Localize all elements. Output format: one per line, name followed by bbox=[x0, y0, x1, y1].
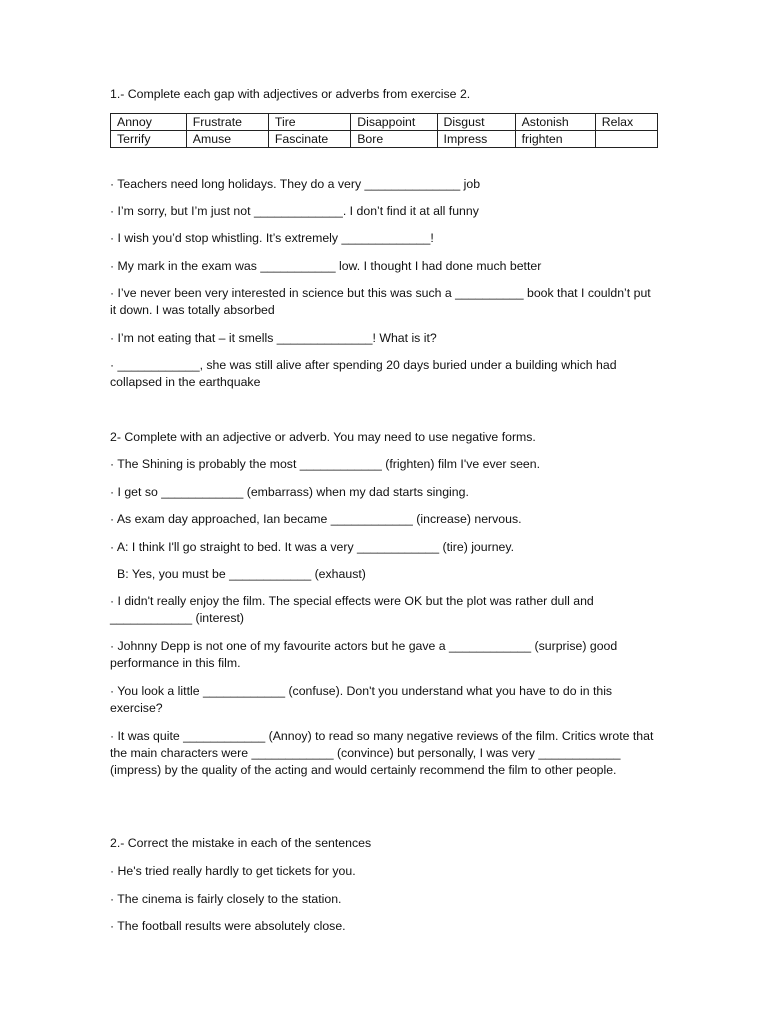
exercise-1-sentence: · Teachers need long holidays. They do a very ______________ job bbox=[110, 177, 481, 191]
exercise-2-sentence: · The Shining is probably the most ____________ (frighten) film I've ever seen. bbox=[110, 457, 541, 471]
table-cell: frighten bbox=[515, 131, 595, 148]
table-cell: Astonish bbox=[515, 114, 595, 131]
exercise-2-sentence: · It was quite ____________ (Annoy) to read so many negative reviews of the film. Critics wrote that the main characters were ____________ (convince) but personally, I was very ____________ (impress) by the quality of the acting and would certainly recommend the film to other people. bbox=[110, 729, 654, 777]
table-cell: Frustrate bbox=[186, 114, 268, 131]
section-2-heading: 2- Complete with an adjective or adverb. You may need to use negative forms. bbox=[110, 430, 536, 444]
exercise-2-sentence: · A: I think I'll go straight to bed. It was a very ____________ (tire) journey. bbox=[110, 540, 515, 554]
exercise-3-sentence: · He's tried really hardly to get tickets for you. bbox=[110, 864, 356, 878]
section-1-heading: 1.- Complete each gap with adjectives or adverbs from exercise 2. bbox=[110, 87, 471, 101]
table-row bbox=[111, 114, 658, 131]
table-cell: Terrify bbox=[111, 131, 187, 148]
table-cell: Disappoint bbox=[351, 114, 437, 131]
exercise-1-sentence: · ____________, she was still alive after spending 20 days buried under a building which had collapsed in the earthquake bbox=[110, 358, 617, 389]
section-3-heading: 2.- Correct the mistake in each of the sentences bbox=[110, 836, 372, 850]
table-cell: Amuse bbox=[186, 131, 268, 148]
exercise-2-sentence: · I didn't really enjoy the film. The special effects were OK but the plot was rather dull and ____________ (interest) bbox=[110, 594, 594, 625]
exercise-1-sentence: · I’m not eating that – it smells ______________! What is it? bbox=[110, 331, 437, 345]
exercise-1-sentence: · I wish you’d stop whistling. It’s extremely _____________! bbox=[110, 231, 434, 245]
exercise-3-sentence: · The football results were absolutely close. bbox=[110, 919, 346, 933]
exercise-1-sentence: · I’ve never been very interested in science but this was such a __________ book that I couldn’t put it down. I was totally absorbed bbox=[110, 286, 651, 317]
exercise-2-sentence: · As exam day approached, Ian became ____________ (increase) nervous. bbox=[110, 512, 522, 526]
table-row bbox=[111, 131, 658, 148]
exercise-1-sentence: · My mark in the exam was ___________ low. I thought I had done much better bbox=[110, 259, 542, 273]
table-cell: Tire bbox=[268, 114, 350, 131]
exercise-3-sentence: · The cinema is fairly closely to the station. bbox=[110, 892, 342, 906]
table-cell bbox=[595, 131, 657, 148]
exercise-2-sentence: · You look a little ____________ (confuse). Don't you understand what you have to do in this exercise? bbox=[110, 684, 613, 715]
table-cell: Impress bbox=[437, 131, 515, 148]
table-cell: Annoy bbox=[111, 114, 187, 131]
exercise-1-sentence: · I’m sorry, but I’m just not _____________. I don’t find it at all funny bbox=[110, 204, 479, 218]
exercise-2-sentence: · Johnny Depp is not one of my favourite actors but he gave a ____________ (surprise) good performance in this film. bbox=[110, 639, 618, 670]
exercise-2-sentence: · I get so ____________ (embarrass) when my dad starts singing. bbox=[110, 485, 469, 499]
table-cell: Bore bbox=[351, 131, 437, 148]
word-table bbox=[110, 113, 658, 148]
table-cell: Disgust bbox=[437, 114, 515, 131]
table-cell: Fascinate bbox=[268, 131, 350, 148]
table-cell: Relax bbox=[595, 114, 657, 131]
exercise-2-sentence: B: Yes, you must be ____________ (exhaust) bbox=[117, 567, 366, 581]
